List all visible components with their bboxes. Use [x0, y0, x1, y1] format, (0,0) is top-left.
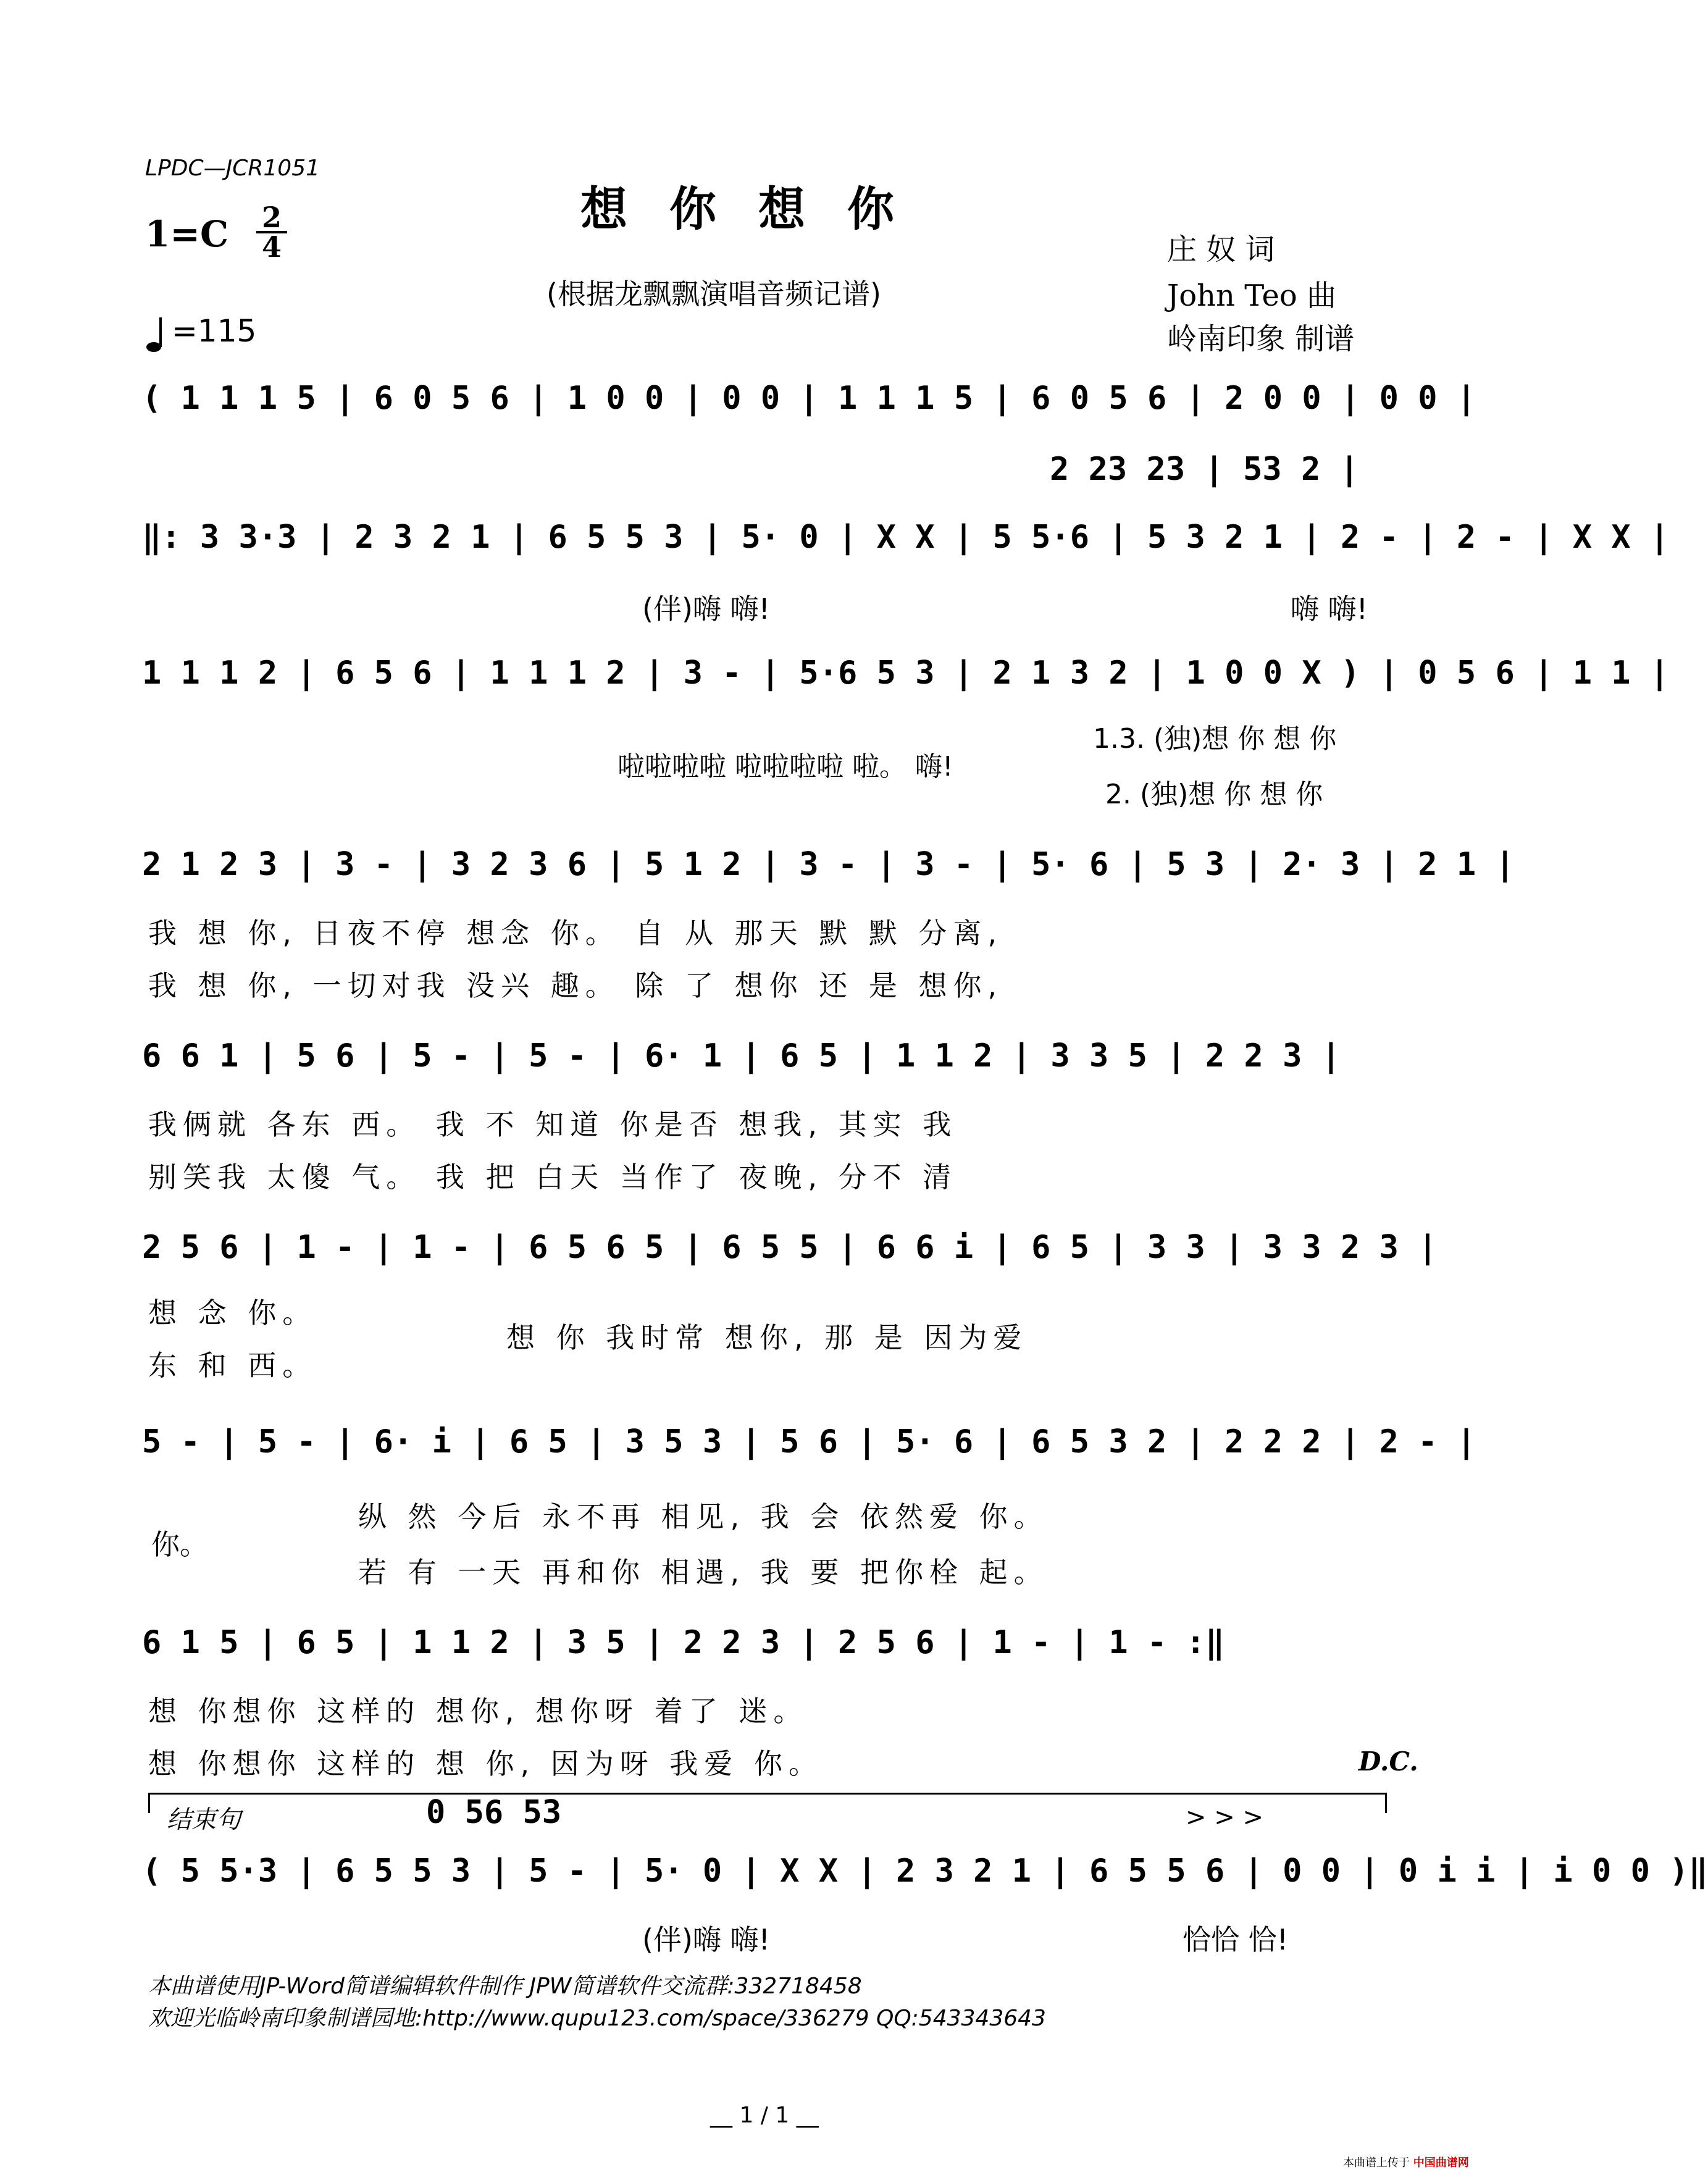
dc-marking: D.C. [1358, 1746, 1418, 1777]
lyric-row4-line2: 我 想 你, 一切对我 没兴 趣。 除 了 想你 还 是 想你, [148, 969, 1003, 1002]
score-row-7: 5 - | 5 - | 6· i | 6 5 | 3 5 3 | 5 6 | 5· 6 | 6 5 3 2 | 2 2 2 | 2 - | [142, 1423, 1476, 1460]
lyric-accomp-a: (伴)嗨 嗨! [642, 592, 770, 626]
time-top: 2 [261, 201, 282, 234]
score-row-verse-b: 1 1 1 2 | 6 5 6 | 1 1 1 2 | 3 - | 5·6 5 3 | 2 1 3 2 | 1 0 0 X ) | 0 5 6 | 1 1 | [142, 655, 1670, 692]
score-row-verse-a: ‖: 3 3·3 | 2 3 2 1 | 6 5 5 3 | 5· 0 | X X | 5 5·6 | 5 3 2 1 | 2 - | 2 - | X X | [142, 519, 1670, 556]
score-row-6: 2 5 6 | 1 - | 1 - | 6 5 6 5 | 6 5 5 | 6 6 i | 6 5 | 3 3 | 3 3 2 3 | [142, 1229, 1438, 1266]
lyric-row7-line2: 若 有 一天 再和你 相遇, 我 要 把你栓 起。 [358, 1556, 1049, 1589]
lyric-row8-line1: 想 你想你 这样的 想你, 想你呀 着了 迷。 [148, 1695, 808, 1728]
lyric-row6-chorus: 想 你 我时常 想你, 那 是 因为爱 [506, 1321, 1028, 1354]
score-row-5: 6 6 1 | 5 6 | 5 - | 5 - | 6· 1 | 6 5 | 1 1 2 | 3 3 5 | 2 2 3 | [142, 1037, 1341, 1075]
lyricist-credit: 庄 奴 词 [1167, 232, 1275, 267]
footer-line-2: 欢迎光临岭南印象制谱园地:http://www.qupu123.com/space/336279 QQ:543343643 [148, 2006, 1046, 2031]
page-number: __ 1 / 1 __ [710, 2103, 819, 2128]
lyric-ending-a: (伴)嗨 嗨! [642, 1923, 770, 1956]
score-code: LPDC—JCR1051 [145, 156, 320, 181]
subtitle: (根据龙飘飘演唱音频记谱) [546, 277, 881, 311]
score-row-intro: ( 1 1 1 5 | 6 0 5 6 | 1 0 0 | 0 0 | 1 1 1 5 | 6 0 5 6 | 2 0 0 | 0 0 | [142, 380, 1476, 417]
page-title: 想你想你 [580, 182, 936, 237]
lyric-verse-1: 1.3. (独)想 你 想 你 [1093, 723, 1337, 755]
lyric-row5-line2: 别笑我 太傻 气。 我 把 白天 当作了 夜晚, 分不 清 [148, 1160, 958, 1194]
score-row-ending: ( 5 5·3 | 6 5 5 3 | 5 - | 5· 0 | X X | 2 3 2 1 | 6 5 5 6 | 0 0 | 0 i i | i 0 0 )‖ [142, 1853, 1708, 1890]
time-signature [256, 201, 287, 264]
key-signature: 1=C [145, 213, 229, 255]
lyric-lalala: 啦啦啦啦 啦啦啦啦 啦。 嗨! [617, 751, 953, 782]
time-bottom: 4 [256, 231, 287, 261]
score-volta: 2 23 23 | 53 2 | [1050, 451, 1359, 488]
quarter-note-icon [145, 316, 170, 353]
composer-credit: John Teo 曲 [1167, 279, 1337, 313]
ending-label: 结束句 [167, 1806, 241, 1834]
accent-marks: > > > [1186, 1803, 1263, 1832]
corner-brand: 中国曲谱网 [1413, 2156, 1469, 2169]
lyric-row6-line2: 东 和 西。 [148, 1349, 317, 1382]
tempo-marking: =115 [172, 313, 257, 349]
footer-line-1: 本曲谱使用JP-Word简谱编辑软件制作 JPW简谱软件交流群:332718458 [148, 1974, 862, 1999]
score-ending-top: 0 56 53 [426, 1794, 562, 1831]
score-row-4: 2 1 2 3 | 3 - | 3 2 3 6 | 5 1 2 | 3 - | 3 - | 5· 6 | 5 3 | 2· 3 | 2 1 | [142, 846, 1515, 883]
lyric-verse-2: 2. (独)想 你 想 你 [1105, 779, 1323, 810]
lyric-row7-line1: 纵 然 今后 永不再 相见, 我 会 依然爱 你。 [358, 1500, 1049, 1533]
corner-source [1343, 2154, 1469, 2170]
lyric-ending-b: 恰恰 恰! [1183, 1923, 1289, 1956]
lyric-row7-solo: 你。 [151, 1528, 208, 1561]
lyric-row4-line1: 我 想 你, 日夜不停 想念 你。 自 从 那天 默 默 分离, [148, 916, 1003, 950]
lyric-row6-line1: 想 念 你。 [148, 1296, 317, 1330]
score-row-8: 6 1 5 | 6 5 | 1 1 2 | 3 5 | 2 2 3 | 2 5 6 | 1 - | 1 - :‖ [142, 1624, 1225, 1661]
lyric-accomp-b: 嗨 嗨! [1291, 592, 1368, 626]
arranger-credit: 岭南印象 制谱 [1167, 322, 1355, 356]
lyric-row8-line2: 想 你想你 这样的 想 你, 因为呀 我爱 你。 [148, 1747, 823, 1780]
lyric-row5-line1: 我俩就 各东 西。 我 不 知道 你是否 想我, 其实 我 [148, 1108, 958, 1141]
corner-text: 本曲谱上传于 [1343, 2156, 1410, 2169]
